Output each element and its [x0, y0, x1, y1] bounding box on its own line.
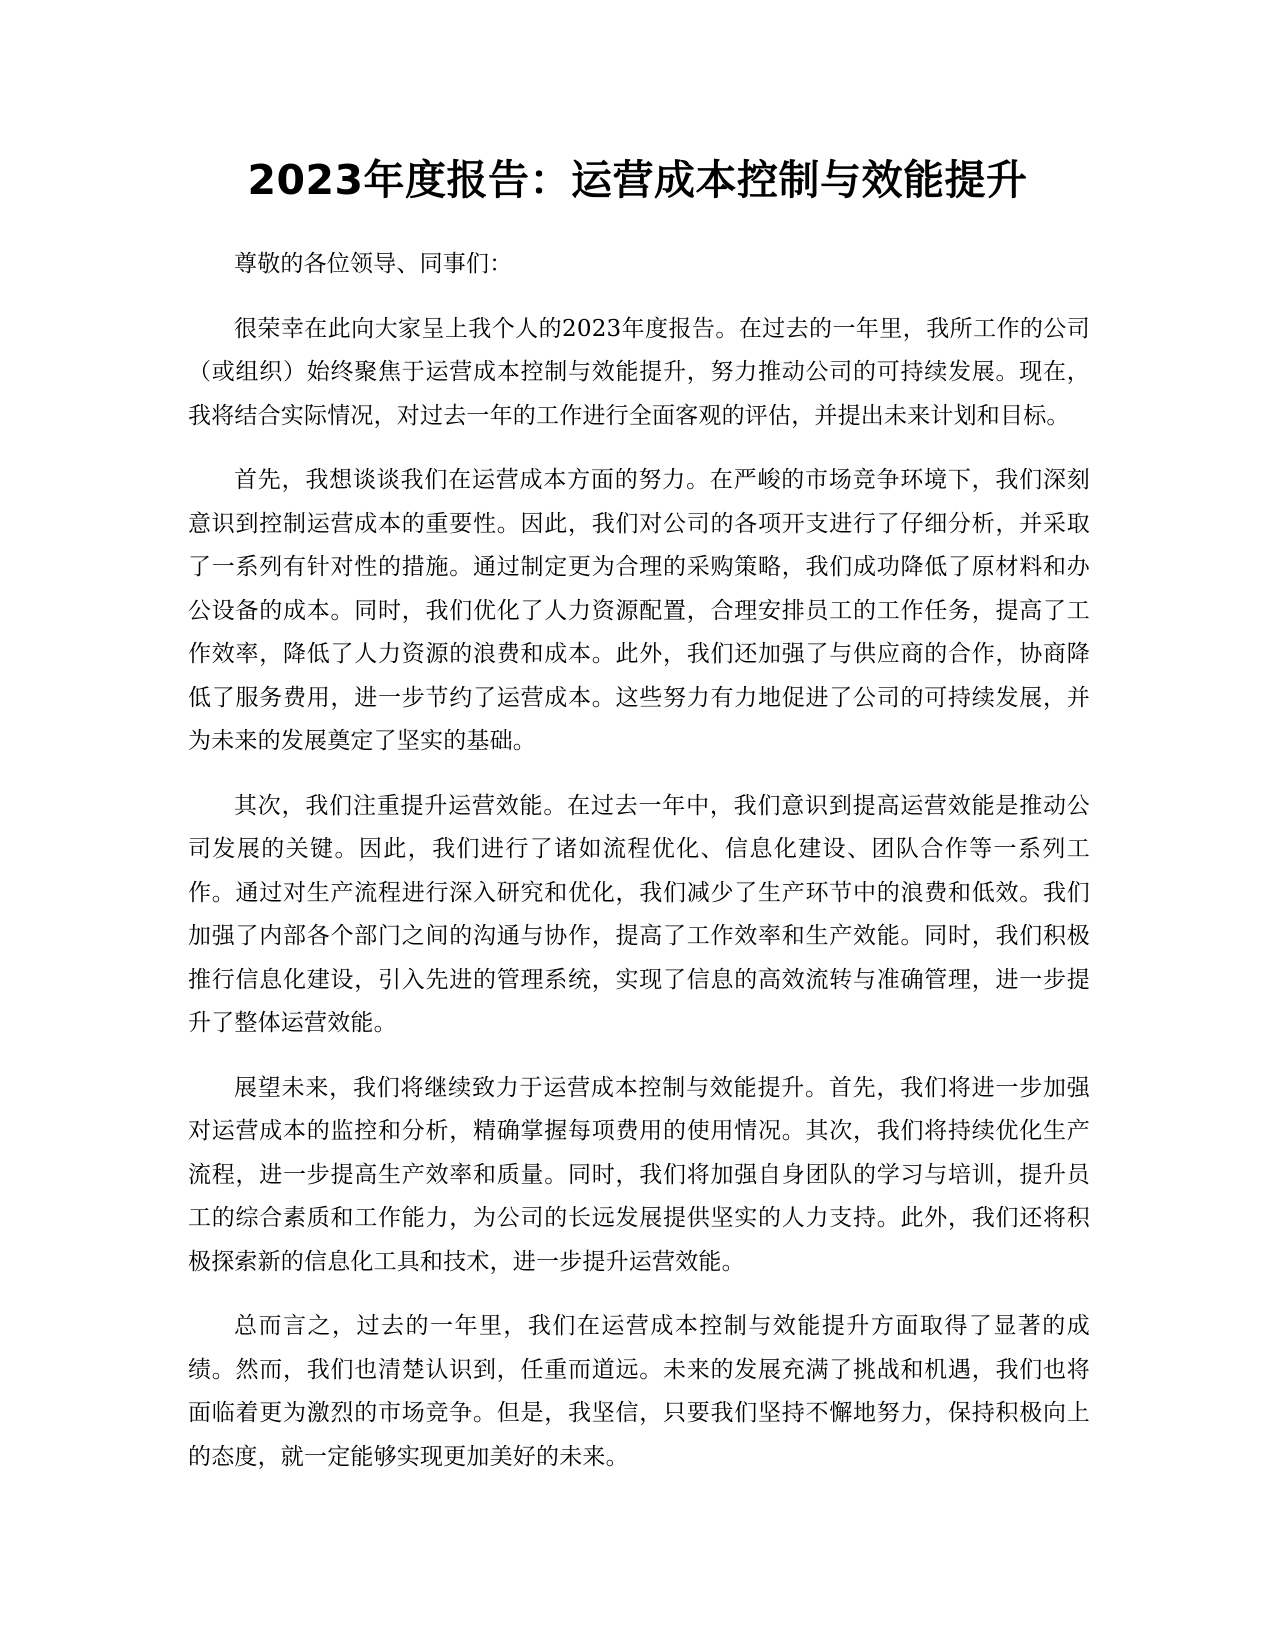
conclusion-paragraph: 总而言之，过去的一年里，我们在运营成本控制与效能提升方面取得了显著的成绩。然而，我们也清楚认识到，任重而道远。未来的发展充满了挑战和机遇，我们也将面临着更为激烈的市场竞争。但是，我坚信，只要我们坚持不懈地努力，保持积极向上的态度，就一定能够实现更加美好的未来。 — [188, 1313, 1090, 1470]
outlook-paragraph: 展望未来，我们将继续致力于运营成本控制与效能提升。首先，我们将进一步加强对运营成本的监控和分析，精确掌握每项费用的使用情况。其次，我们将持续优化生产流程，进一步提高生产效率和质量。同时，我们将加强自身团队的学习与培训，提升员工的综合素质和工作能力，为公司的长远发展提供坚实的人力支持。此外，我们还将积极探索新的信息化工具和技术，进一步提升运营效能。 — [188, 1074, 1090, 1275]
page-title: 2023年度报告：运营成本控制与效能提升 — [247, 156, 1028, 204]
document-body — [188, 243, 1090, 1500]
efficiency-paragraph: 其次，我们注重提升运营效能。在过去一年中，我们意识到提高运营效能是推动公司发展的关键。因此，我们进行了诸如流程优化、信息化建设、团队合作等一系列工作。通过对生产流程进行深入研究和优化，我们减少了生产环节中的浪费和低效。我们加强了内部各个部门之间的沟通与协作，提高了工作效率和生产效能。同时，我们积极推行信息化建设，引入先进的管理系统，实现了信息的高效流转与准确管理，进一步提升了整体运营效能。 — [188, 792, 1090, 1036]
cost-control-paragraph: 首先，我想谈谈我们在运营成本方面的努力。在严峻的市场竞争环境下，我们深刻意识到控制运营成本的重要性。因此，我们对公司的各项开支进行了仔细分析，并采取了一系列有针对性的措施。通过制定更为合理的采购策略，我们成功降低了原材料和办公设备的成本。同时，我们优化了人力资源配置，合理安排员工的工作任务，提高了工作效率，降低了人力资源的浪费和成本。此外，我们还加强了与供应商的合作，协商降低了服务费用，进一步节约了运营成本。这些努力有力地促进了公司的可持续发展，并为未来的发展奠定了坚实的基础。 — [188, 467, 1090, 754]
salutation-paragraph: 尊敬的各位领导、同事们： — [234, 251, 513, 277]
intro-paragraph: 很荣幸在此向大家呈上我个人的2023年度报告。在过去的一年里，我所工作的公司（或组织）始终聚焦于运营成本控制与效能提升，努力推动公司的可持续发展。现在，我将结合实际情况，对过去一年的工作进行全面客观的评估，并提出未来计划和目标。 — [188, 315, 1090, 429]
